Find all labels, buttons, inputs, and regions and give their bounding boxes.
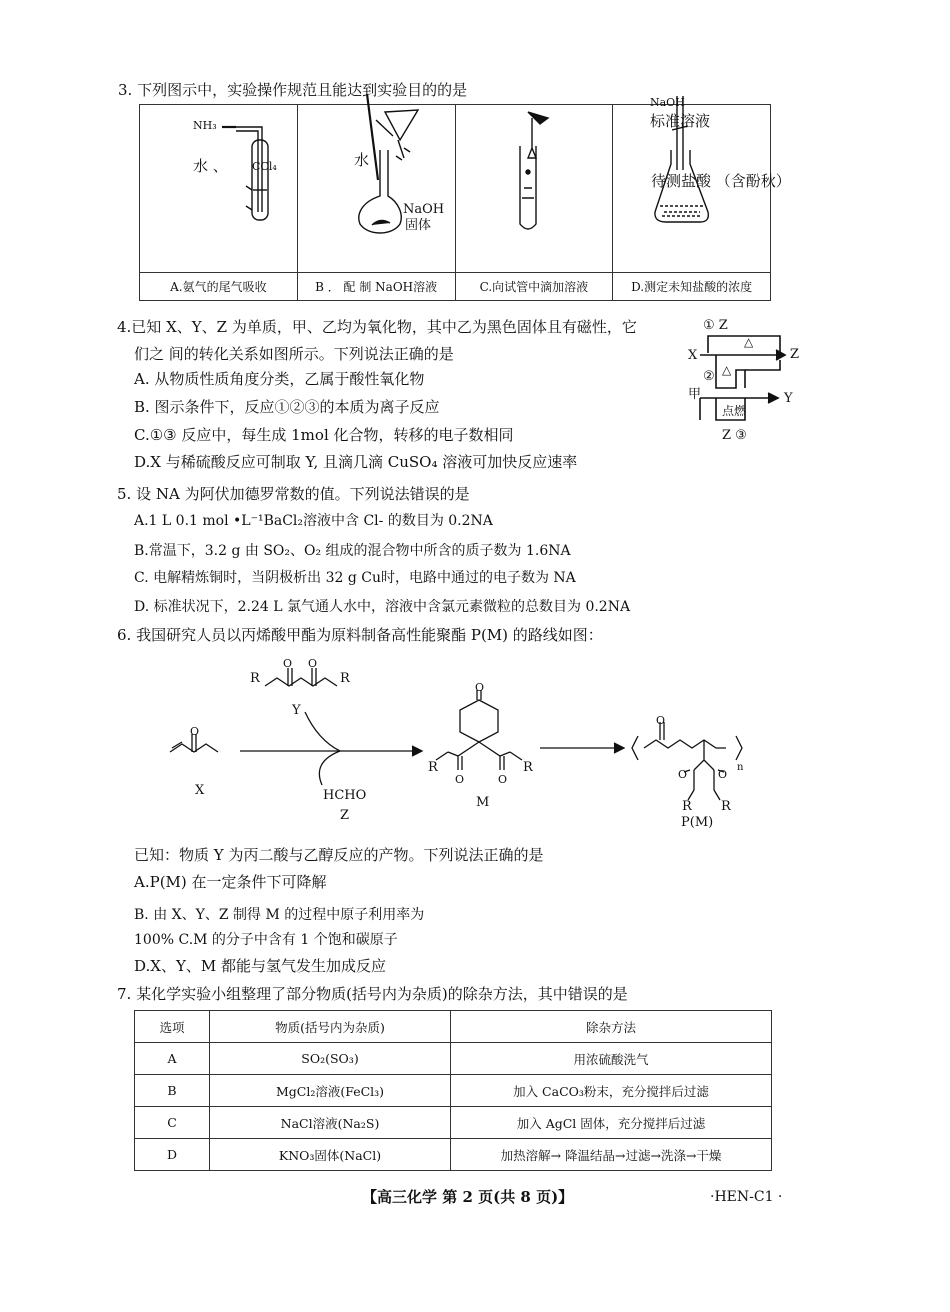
q6-pm-o-top: O <box>656 714 666 727</box>
q4-diagram-z: Z <box>790 347 800 362</box>
label-water-b: 水 <box>354 151 370 169</box>
q6-label-z: Z <box>340 808 350 823</box>
q7-cell-c-substance: NaCl溶液(Na₂S) <box>210 1107 451 1139</box>
q6-m-o-top: O <box>475 681 485 694</box>
q6-label-pm: P(M) <box>681 815 714 830</box>
q3-caption-a: A.氨气的尾气吸收 <box>140 273 298 301</box>
q7-cell-b-substance: MgCl₂溶液(FeCl₃) <box>210 1075 451 1107</box>
q7-cell-a-option: A <box>135 1043 210 1075</box>
table-row <box>135 1139 772 1171</box>
q5-option-d: D. 标准状况下，2.24 L 氯气通人水中，溶液中含氯元素微粒的总数目为 0.2NA <box>134 599 631 615</box>
q7-stem: 7. 某化学实验小组整理了部分物质(括号内为杂质)的除杂方法，其中错误的是 <box>117 985 628 1003</box>
label-water-a: 水 、 <box>193 157 228 175</box>
q4-diagram-r1: ① Z <box>703 318 728 333</box>
q4-diagram-ignite: 点燃 <box>722 404 747 418</box>
table-row <box>135 1107 772 1139</box>
q4-stem-1: 4.已知 X、Y、Z 为单质，甲、乙均为氧化物，其中乙为黑色固体且有磁性，它 <box>117 318 637 336</box>
q6-pm-r1: R <box>682 799 692 814</box>
table-row <box>135 1075 772 1107</box>
q3-stem: 3. 下列图示中，实验操作规范且能达到实验目的的是 <box>118 81 468 99</box>
q6-option-d: D.X、Y、M 都能与氢气发生加成反应 <box>134 957 386 975</box>
label-std-solution: 标准溶液 <box>650 112 711 130</box>
q6-option-c: 100% C.M 的分子中含有 1 个饱和碳原子 <box>134 932 398 948</box>
q5-option-c: C. 电解精炼铜时，当阴极析出 32 g Cu时，电路中通过的电子数为 NA <box>134 570 576 586</box>
q5-stem: 5. 设 NA 为阿伏加德罗常数的值。下列说法错误的是 <box>117 485 470 503</box>
q6-z-formula: HCHO <box>323 788 367 803</box>
structure-pm <box>632 722 742 800</box>
label-naoh-d: NaOH <box>650 96 685 109</box>
q4-option-a: A. 从物质性质角度分类，乙属于酸性氧化物 <box>134 370 425 388</box>
q6-label-y: Y <box>292 703 301 718</box>
label-solid-b: 固体 <box>405 218 432 233</box>
q6-label-x: X <box>195 783 205 798</box>
label-ccl4: CCl₄ <box>252 160 277 173</box>
q7-cell-d-method: 加热溶解→ 降温结晶→过滤→洗涤→干燥 <box>451 1139 772 1171</box>
q7-cell-a-method: 用浓硫酸洗气 <box>451 1043 772 1075</box>
q7-cell-d-option: D <box>135 1139 210 1171</box>
q4-diagram-y: Y <box>784 391 793 406</box>
q6-y-r2: R <box>340 671 350 686</box>
q7-cell-a-substance: SO₂(SO₃) <box>210 1043 451 1075</box>
q4-option-b: B. 图示条件下，反应①②③的本质为离子反应 <box>134 398 440 416</box>
q6-known: 已知：物质 Y 为丙二酸与乙醇反应的产物。下列说法正确的是 <box>134 846 544 864</box>
q6-m-r2: R <box>523 760 533 775</box>
q7-header-option: 选项 <box>135 1011 210 1043</box>
q6-label-m: M <box>476 795 490 810</box>
q7-cell-c-method: 加入 AgCl 固体，充分搅拌后过滤 <box>451 1107 772 1139</box>
q4-option-d: D.X 与稀硫酸反应可制取 Y, 且滴几滴 CuSO₄ 溶液可加快反应速率 <box>134 453 578 471</box>
q4-stem-2: 们之 间的转化关系如图所示。下列说法正确的是 <box>134 345 454 363</box>
q6-y-o2: O <box>308 657 318 670</box>
structure-y <box>265 668 337 686</box>
q4-diagram-tri: △ <box>744 335 754 349</box>
q6-m-o1: O <box>455 773 465 786</box>
q7-cell-c-option: C <box>135 1107 210 1139</box>
q3-caption-b: B ． 配 制 NaOH溶液 <box>297 273 455 301</box>
footer-code: ·HEN-C1 · <box>710 1189 783 1205</box>
q4-diagram-jia: 甲 <box>688 387 702 402</box>
footer-page-number: 【高三化学 第 2 页(共 8 页)】 <box>362 1188 574 1206</box>
q5-option-a: A.1 L 0.1 mol •L⁻¹BaCl₂溶液中含 Cl- 的数目为 0.2NA <box>134 513 493 529</box>
q6-option-a: A.P(M) 在一定条件下可降解 <box>134 873 327 891</box>
label-naoh-b: NaOH <box>403 202 445 217</box>
label-nh3: NH₃ <box>193 119 217 132</box>
q4-option-c: C.①③ 反应中，每生成 1mol 化合物，转移的电子数相同 <box>134 426 514 444</box>
q6-y-o1: O <box>283 657 293 670</box>
q7-table <box>134 1010 772 1171</box>
table-row <box>135 1043 772 1075</box>
label-test-acid: 待测盐酸 （含酚秋） <box>651 172 791 190</box>
q6-m-r1: R <box>428 760 438 775</box>
q4-diagram-r3: Z ③ <box>722 428 747 443</box>
q6-pm-o2: O <box>718 768 728 781</box>
structure-m <box>436 690 522 770</box>
q6-x-o: O <box>190 725 200 738</box>
q7-header-substance: 物质(括号内为杂质) <box>210 1011 451 1043</box>
q6-stem: 6. 我国研究人员以丙烯酸甲酯为原料制备高性能聚酯 P(M) 的路线如图： <box>117 626 603 644</box>
q7-cell-b-option: B <box>135 1075 210 1107</box>
q7-header-method: 除杂方法 <box>451 1011 772 1043</box>
q3-caption-c: C.向试管中滴加溶液 <box>455 273 613 301</box>
q5-option-b: B.常温下，3.2 g 由 SO₂、O₂ 组成的混合物中所含的质子数为 1.6NA <box>134 543 571 559</box>
q4-diagram-x: X <box>688 348 698 363</box>
q6-m-o2: O <box>498 773 508 786</box>
q4-diagram-tri-2: △ <box>722 363 732 377</box>
q6-pm-o1: O <box>678 768 688 781</box>
q6-pm-r2: R <box>721 799 731 814</box>
q6-option-b: B. 由 X、Y、Z 制得 M 的过程中原子利用率为 <box>134 907 425 923</box>
q6-y-r1: R <box>250 671 260 686</box>
q7-cell-b-method: 加入 CaCO₃粉末，充分搅拌后过滤 <box>451 1075 772 1107</box>
q6-pm-n: n <box>737 762 744 773</box>
q4-diagram-r2: ② <box>703 369 715 384</box>
q3-caption-d: D.测定未知盐酸的浓度 <box>613 273 771 301</box>
q7-cell-d-substance: KNO₃固体(NaCl) <box>210 1139 451 1171</box>
